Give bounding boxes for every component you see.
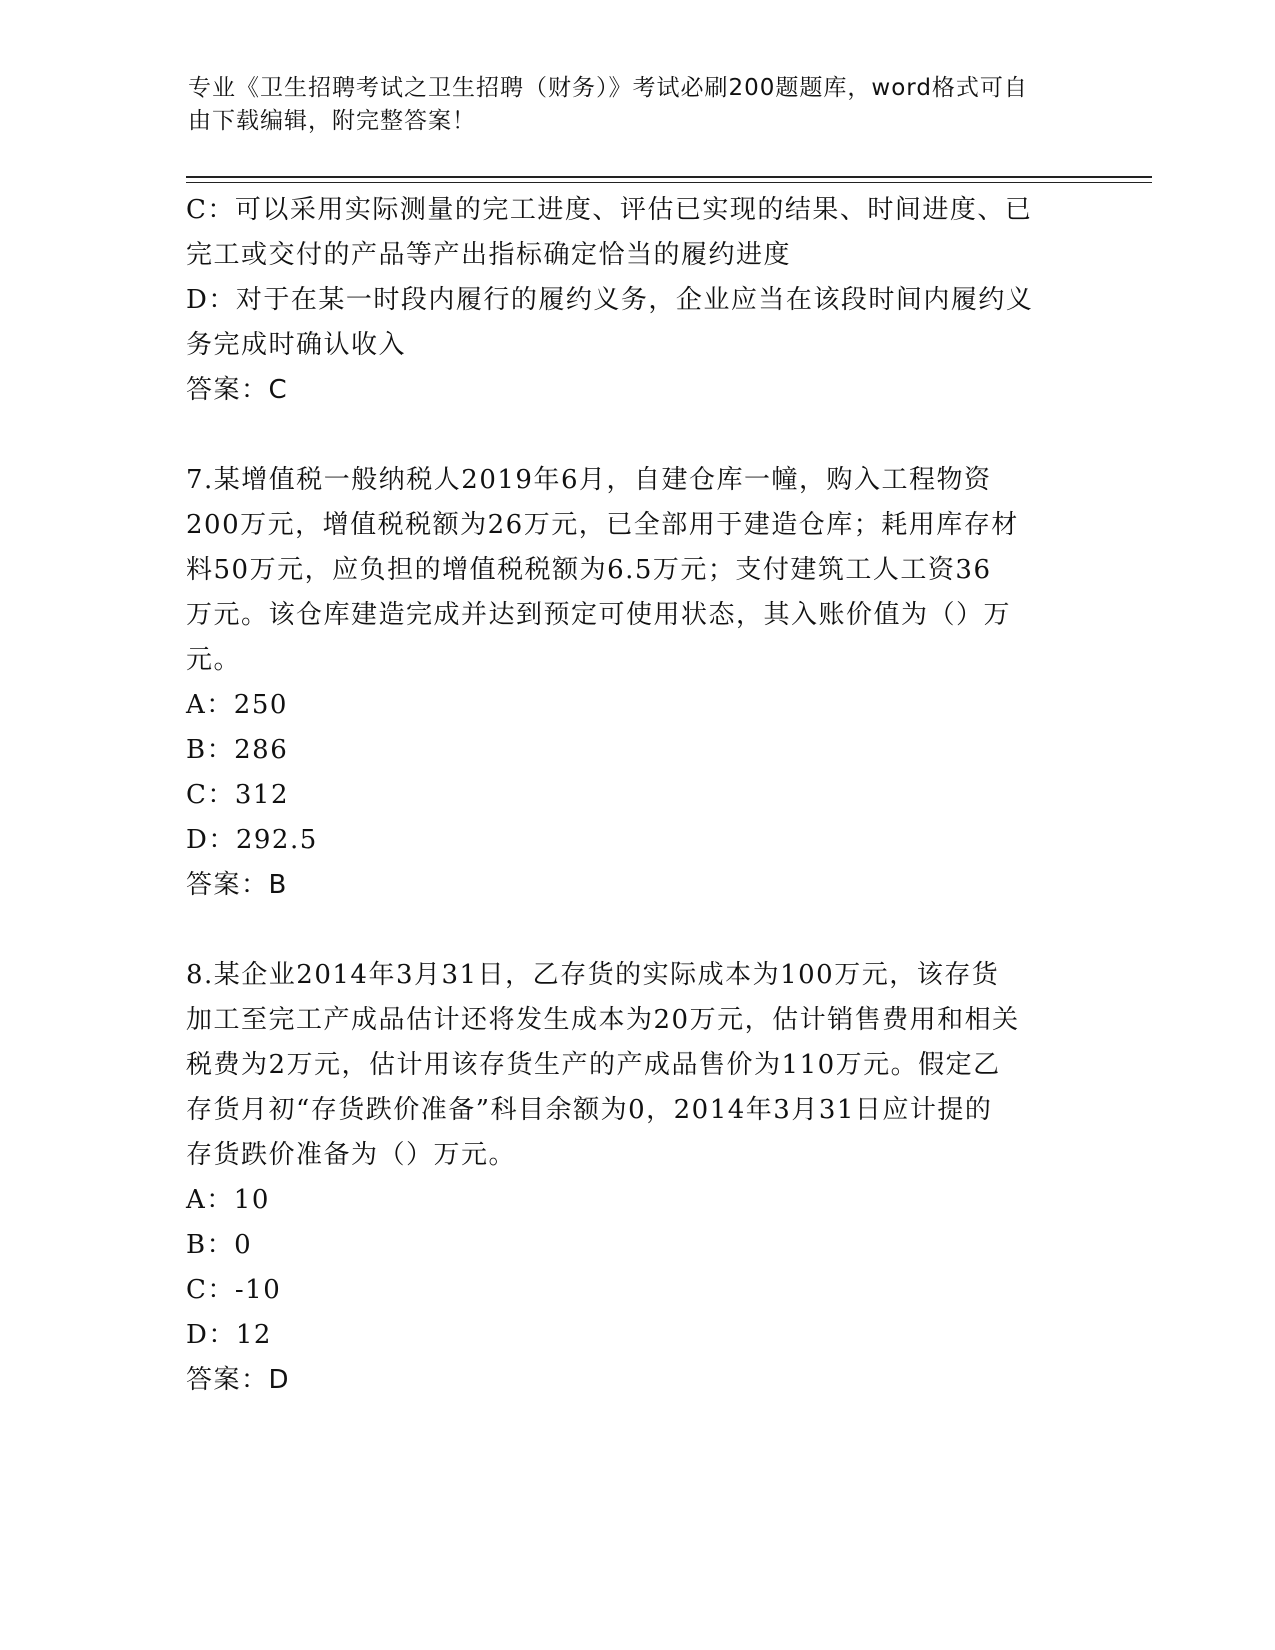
- document-body: [186, 188, 1086, 1403]
- option-a: A：250: [186, 690, 288, 720]
- question-stem-line: 税费为2万元，估计用该存货生产的产成品售价为110万元。假定乙: [186, 1050, 1001, 1080]
- document-header: [188, 72, 1068, 138]
- question-stem-line: 料50万元，应负担的增值税税额为6.5万元；支付建筑工人工资36: [186, 555, 992, 585]
- spacer: [186, 413, 1086, 458]
- header-line-2: 由下载编辑，附完整答案！: [188, 108, 476, 134]
- option-d: D：12: [186, 1320, 272, 1350]
- question-stem-line: 元。: [186, 645, 242, 675]
- answer-line: 答案：C: [186, 375, 289, 405]
- header-divider-thin: [186, 182, 1152, 183]
- question-stem-line: 加工至完工产成品估计还将发生成本为20万元，估计销售费用和相关: [186, 1005, 1020, 1035]
- option-c: C：312: [186, 780, 290, 810]
- spacer: [186, 908, 1086, 953]
- answer-line: 答案：B: [186, 870, 288, 900]
- answer-line: 答案：D: [186, 1365, 291, 1395]
- question-stem-line: 8.某企业2014年3月31日，乙存货的实际成本为100万元，该存货: [186, 960, 1000, 990]
- question-stem-line: 万元。该仓库建造完成并达到预定可使用状态，其入账价值为（）万: [186, 600, 1012, 630]
- option-b: B：286: [186, 735, 289, 765]
- option-a: A：10: [186, 1185, 270, 1215]
- question-stem-line: 存货跌价准备为（）万元。: [186, 1140, 517, 1170]
- question-stem-line: 存货月初“存货跌价准备”科目余额为0，2014年3月31日应计提的: [186, 1095, 993, 1125]
- option-b: B：0: [186, 1230, 253, 1260]
- option-d: D：292.5: [186, 825, 318, 855]
- question-8: [186, 953, 1086, 1403]
- option-d-line-2: 务完成时确认收入: [186, 330, 407, 360]
- question-stem-line: 7.某增值税一般纳税人2019年6月，自建仓库一幢，购入工程物资: [186, 465, 992, 495]
- previous-question-tail: [186, 188, 1086, 413]
- question-stem-line: 200万元，增值税税额为26万元，已全部用于建造仓库；耗用库存材: [186, 510, 1019, 540]
- header-line-1: 专业《卫生招聘考试之卫生招聘（财务）》考试必刷200题题库，word格式可自: [188, 75, 1028, 101]
- question-7: [186, 458, 1086, 908]
- option-c-line-1: C：可以采用实际测量的完工进度、评估已实现的结果、时间进度、已: [186, 195, 1033, 225]
- option-d-line-1: D：对于在某一时段内履行的履约义务，企业应当在该段时间内履约义: [186, 285, 1034, 315]
- header-divider-thick: [186, 176, 1152, 178]
- option-c-line-2: 完工或交付的产品等产出指标确定恰当的履约进度: [186, 240, 792, 270]
- option-c: C：-10: [186, 1275, 282, 1305]
